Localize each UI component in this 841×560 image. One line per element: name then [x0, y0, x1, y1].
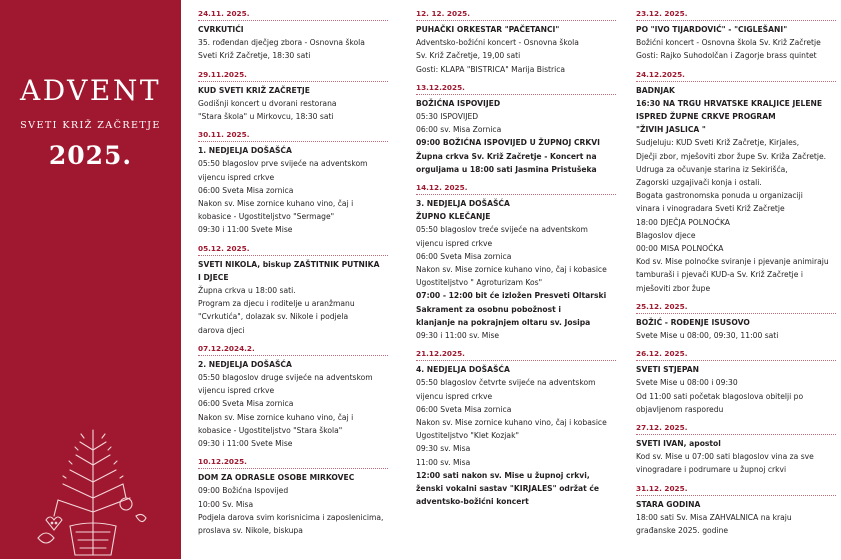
event-detail: adventsko-božićni koncert [416, 497, 529, 507]
divider [198, 81, 388, 82]
event-block [416, 9, 616, 76]
divider [416, 360, 616, 361]
event-title: DOM ZA ODRASLE OSOBE MIRKOVEC [198, 473, 355, 483]
event-detail: kobasice - Ugostiteljstvo "Sermage" [198, 212, 335, 222]
event-block [636, 423, 836, 477]
event-title: SVETI STJEPAN [636, 365, 699, 375]
event-date: 30.11. 2025. [198, 130, 250, 140]
event-detail: proslava sv. Nikole, biskupa [198, 526, 303, 536]
advent-year: 2025. [48, 141, 133, 170]
schedule-column-3 [636, 9, 836, 537]
event-detail: vijencu ispred crkve [416, 391, 493, 401]
event-detail: 00:00 MISA POLNOĆKA [636, 244, 724, 254]
event-title: PO "IVO TIJARDOVIĆ" - "CIGLEŠANI" [636, 25, 788, 34]
event-title: BOŽIĆ - ROĐENJE ISUSOVO [636, 317, 750, 327]
divider [198, 355, 388, 356]
event-title: ŽUPNO KLEČANJE [416, 212, 491, 222]
event-detail: klanjanje na pokrajnjem oltaru sv. Josipa [416, 317, 591, 327]
event-block [636, 9, 836, 63]
divider [636, 81, 836, 82]
event-block [636, 484, 836, 538]
event-detail: kobasice - Ugostiteljstvo "Stara škola" [198, 425, 343, 435]
event-detail: Blagoslov djece [636, 230, 696, 240]
event-date: 12. 12. 2025. [416, 9, 471, 18]
event-detail: 06:00 sv. Misa Zornica [416, 125, 502, 135]
event-block [636, 302, 836, 342]
divider [636, 20, 836, 21]
event-block [198, 9, 388, 63]
event-detail: 18:00 DJEČJA POLNOĆKA [636, 217, 730, 227]
event-detail: vijencu ispred crkve [198, 386, 275, 396]
divider [416, 20, 616, 21]
sidebar-banner [0, 0, 181, 559]
event-detail: 10:00 Sv. Misa [198, 499, 254, 509]
event-block [416, 183, 616, 342]
event-block [636, 349, 836, 416]
event-date: 23.12. 2025. [636, 9, 688, 18]
divider [198, 141, 388, 142]
event-detail: Dječji zbor, mješoviti zbor župe Sv. Križa Začretje. [636, 151, 827, 161]
event-detail: Nakon sv. Mise zornice kuhano vino, čaj i [198, 412, 354, 422]
event-detail: Podjela darova svim korisnicima i zaposlenicima, [198, 512, 384, 522]
event-detail: 35. rođendan dječjeg zbora - Osnovna škola [198, 38, 365, 48]
event-title: 2. NEDJELJA DOŠAŠĆA [198, 359, 292, 369]
event-detail: Kod sv. Mise polnoćke sviranje i pjevanje animiraju [636, 257, 829, 267]
event-date: 14.12. 2025. [416, 183, 468, 193]
event-date: 24.12.2025. [636, 69, 685, 79]
event-block [416, 349, 616, 508]
divider [416, 194, 616, 195]
event-title: 3. NEDJELJA DOŠAŠĆA [416, 199, 510, 209]
event-detail: Od 11:00 sati početak blagoslova obitelji po [636, 391, 804, 401]
event-date: 24.11. 2025. [198, 9, 250, 18]
event-detail: Župna crkva Sv. Križ Začretje - Koncert na [416, 151, 597, 161]
event-title: CVRKUTIĆI [198, 25, 244, 34]
divider [198, 468, 388, 469]
event-detail: Ugostiteljstvo "Klet Kozjak" [416, 431, 519, 441]
event-detail: Sv. Križ Začretje, 19,00 sati [416, 51, 521, 61]
divider [636, 313, 836, 314]
event-detail: Gosti: Rajko Suhodolčan i Zagorje brass quintet [636, 51, 817, 61]
event-detail: 06:00 Sveta Misa zornica [198, 185, 294, 195]
event-detail: Svete Mise u 08:00 i 09:30 [636, 378, 738, 388]
event-date: 25.12. 2025. [636, 301, 688, 311]
event-block [198, 457, 388, 537]
event-date: 05.12. 2025. [198, 243, 250, 253]
schedule-column-1 [198, 9, 388, 537]
event-detail: "Stara škola" u Mirkovcu, 18:30 sati [198, 112, 334, 122]
event-detail: Zagorski uzgajivači konja i ostali. [636, 178, 762, 188]
event-detail: Nakon sv. Mise zornice kuhano vino, čaj i kobasice [416, 265, 607, 275]
event-detail: Adventsko-božićni koncert - Osnovna škola [416, 38, 579, 48]
event-title: STARA GODINA [636, 499, 701, 509]
event-detail: Svete Mise u 08:00, 09:30, 11:00 sati [636, 331, 779, 341]
divider [198, 20, 388, 21]
event-detail: Udruga za očuvanje starina iz Sekirišća, [636, 164, 788, 174]
event-detail: 18:00 sati Sv. Misa ZAHVALNICA na kraju [636, 512, 792, 522]
event-detail: 09:30 i 11:00 sv. Mise [416, 331, 500, 341]
event-detail: Sveti Križ Začretje, 18:30 sati [198, 51, 311, 61]
event-block [416, 83, 616, 176]
event-detail: 05:50 blagoslov treće svijeće na adventskom [416, 225, 588, 235]
christmas-tree-illustration [18, 420, 168, 560]
event-detail: 05:50 blagoslov četvrte svijeće na adventskom [416, 378, 596, 388]
event-block [198, 130, 388, 236]
divider [636, 360, 836, 361]
event-title: SVETI NIKOLA, biskup ZAŠTITNIK PUTNIKA [198, 259, 380, 269]
event-detail: darova djeci [198, 325, 245, 335]
event-detail: 09:00 Božićna Ispovijed [198, 486, 289, 496]
advent-title: ADVENT [19, 74, 161, 107]
event-detail: vijencu ispred crkve [416, 238, 493, 248]
event-detail: Kod sv. Mise u 07:00 sati blagoslov vina za sve [636, 452, 814, 462]
event-block [198, 244, 388, 337]
event-title: 1. NEDJELJA DOŠAŠĆA [198, 146, 292, 156]
divider [416, 94, 616, 95]
event-detail: Božićni koncert - Osnovna škola Sv. Križ Začretje [636, 38, 821, 48]
event-date: 26.12. 2025. [636, 349, 688, 359]
event-detail: tamburaši i pjevači KUD-a Sv. Križ Začretje i [636, 270, 803, 280]
event-block [198, 344, 388, 450]
event-detail: Program za djecu i roditelje u aranžmanu [198, 299, 355, 309]
event-title: KUD SVETI KRIŽ ZAČRETJE [198, 85, 310, 95]
event-title: BOŽIĆNA ISPOVIJED [416, 98, 501, 108]
event-detail: Gosti: KLAPA "BISTRICA" Marija Bistrica [416, 64, 566, 74]
event-date: 10.12.2025. [198, 457, 247, 467]
event-title: 4. NEDJELJA DOŠAŠĆA [416, 365, 510, 375]
event-date: 21.12.2025. [416, 349, 465, 359]
event-detail: 11:00 sv. Misa [416, 457, 471, 467]
event-detail: 05:50 blagoslov prve svijeće na adventskom [198, 159, 368, 169]
event-detail: orguljama u 18:00 sati Jasmina Pristušeka [416, 164, 597, 174]
event-title: SVETI IVAN, apostol [636, 439, 721, 449]
event-title: BADNJAK [636, 85, 675, 95]
event-detail: Nakon sv. Mise zornice kuhano vino, čaj i [198, 199, 354, 209]
event-detail: 05:30 ISPOVIJED [416, 112, 479, 122]
event-detail: 09:30 i 11:00 Svete Mise [198, 225, 293, 235]
event-detail: 06:00 Sveta Misa zornica [416, 251, 512, 261]
advent-subtitle: SVETI KRIŽ ZAČRETJE [20, 120, 161, 131]
event-title: 16:30 NA TRGU HRVATSKE KRALJICE JELENE [636, 98, 823, 108]
event-detail: građanske 2025. godine [636, 526, 729, 536]
event-detail: Nakon sv. Mise zornice kuhano vino, čaj i kobasice [416, 418, 607, 428]
event-detail: "Cvrkutića", dolazak sv. Nikole i podjela [198, 312, 349, 322]
event-block [636, 70, 836, 295]
event-detail: 09:30 sv. Misa [416, 444, 471, 454]
event-detail: 09:00 BOŽIĆNA ISPOVIJED U ŽUPNOJ CRKVI [416, 138, 600, 148]
divider [636, 434, 836, 435]
event-detail: vijencu ispred crkve [198, 172, 275, 182]
event-date: 07.12.2024.2. [198, 343, 255, 353]
event-title: PUHAČKI ORKESTAR "PAČETANCI" [416, 25, 560, 34]
schedule-column-2 [416, 9, 616, 509]
event-date: 29.11.2025. [198, 69, 247, 79]
event-detail: 05:50 blagoslov druge svijeće na adventskom [198, 373, 373, 383]
event-detail: Župna crkva u 18:00 sati. [198, 286, 296, 296]
event-block [198, 70, 388, 124]
event-detail: Ugostiteljstvo " Agroturizam Kos" [416, 278, 543, 288]
event-detail: Sakrament za osobnu pobožnost i [416, 304, 562, 314]
event-detail: vinogradare i podrumare u župnoj crkvi [636, 465, 787, 475]
event-title: ISPRED ŽUPNE CRKVE PROGRAM [636, 112, 776, 122]
event-detail: 06:00 Sveta Misa zornica [198, 399, 294, 409]
event-detail: 12:00 sati nakon sv. Mise u župnoj crkvi, [416, 470, 590, 480]
event-detail: Sudjeluju: KUD Sveti Križ Začretje, Kirjales, [636, 138, 800, 148]
event-detail: Godišnji koncert u dvorani restorana [198, 98, 337, 108]
event-detail: ženski vokalni sastav "KIRJALES" održat će [416, 484, 600, 494]
event-detail: objavljenom rasporedu [636, 404, 724, 414]
event-detail: 09:30 i 11:00 Svete Mise [198, 439, 293, 449]
event-detail: vinara i vinogradara Sveti Križ Začretje [636, 204, 785, 214]
divider [198, 255, 388, 256]
event-detail: mješoviti zbor župe [636, 283, 711, 293]
event-date: 31.12. 2025. [636, 483, 688, 493]
event-detail: 07:00 - 12:00 bit će izložen Presveti Oltarski [416, 291, 607, 301]
event-date: 13.12.2025. [416, 82, 465, 92]
divider [636, 495, 836, 496]
event-date: 27.12. 2025. [636, 423, 688, 433]
event-detail: Bogata gastronomska ponuda u organizaciji [636, 191, 803, 201]
event-detail: 06:00 Sveta Misa zornica [416, 404, 512, 414]
event-title: "ŽIVIH JASLICA " [636, 125, 706, 135]
event-title: I DJECE [198, 272, 229, 282]
